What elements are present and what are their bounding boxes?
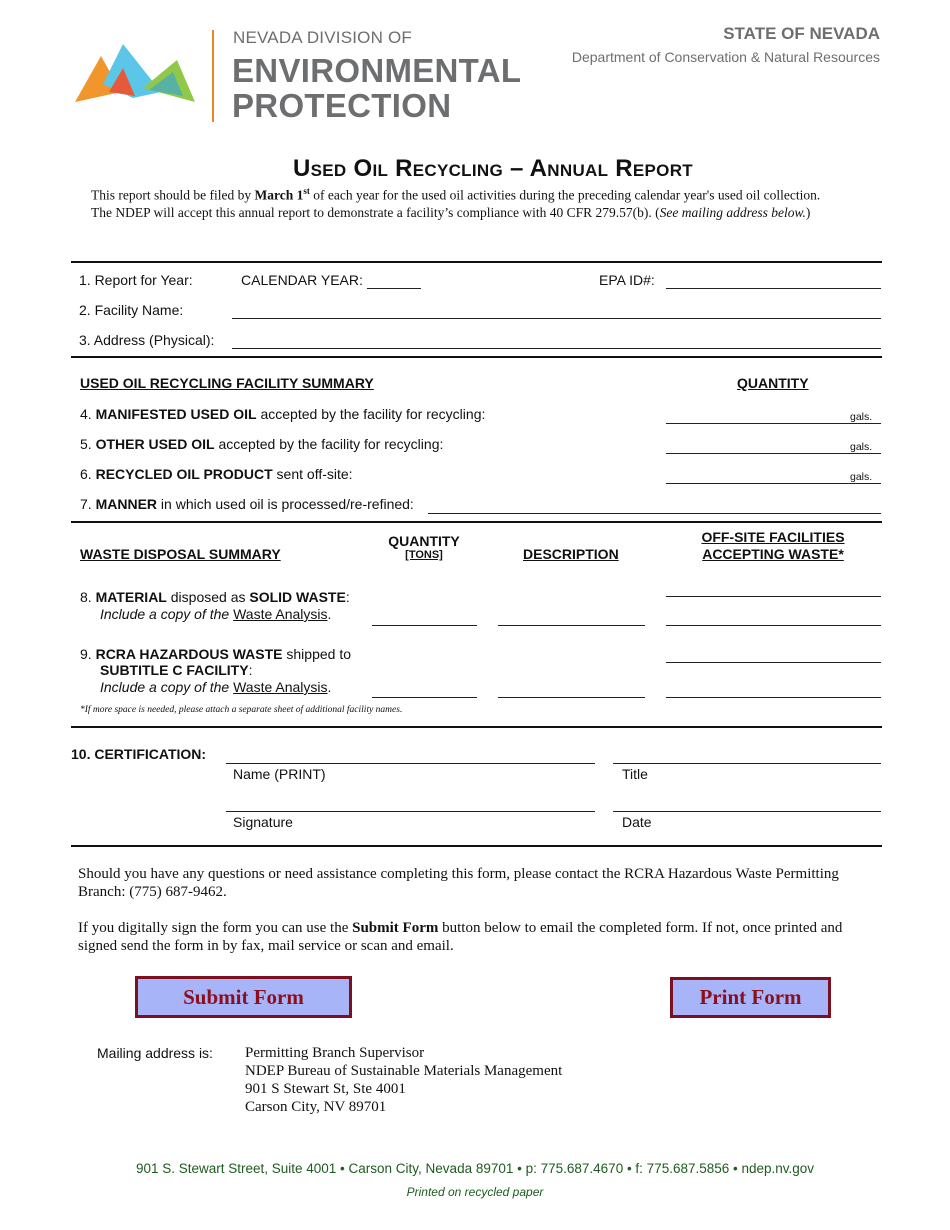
manifested-used-oil-field[interactable]	[666, 423, 881, 424]
epa-id-field[interactable]	[666, 288, 881, 289]
name-print-label: Name (PRINT)	[233, 766, 326, 782]
item-4-label: 4. MANIFESTED USED OIL accepted by the facility for recycling:	[80, 406, 486, 422]
item-9-description-field[interactable]	[498, 697, 645, 698]
waste-disposal-heading: WASTE DISPOSAL SUMMARY	[80, 546, 281, 562]
title-field[interactable]	[613, 763, 881, 764]
logo-divider	[212, 30, 214, 122]
item-9-include-note: Include a copy of the Waste Analysis.	[100, 679, 332, 695]
section-divider	[71, 521, 882, 523]
division-line3: PROTECTION	[232, 87, 452, 124]
submit-form-button[interactable]: Submit Form	[135, 976, 352, 1018]
item-5-label: 5. OTHER USED OIL accepted by the facility for recycling:	[80, 436, 444, 452]
calendar-year-field[interactable]	[367, 288, 421, 289]
offsite-facilities-heading: OFF-SITE FACILITIES ACCEPTING WASTE*	[701, 529, 845, 562]
date-label: Date	[622, 814, 652, 830]
unit-gals: gals.	[850, 471, 873, 483]
item-8-quantity-field[interactable]	[372, 625, 477, 626]
print-form-button[interactable]: Print Form	[670, 977, 831, 1018]
submit-instructions-paragraph: If you digitally sign the form you can use the Submit Form button below to email the completed form. If not, once printed and signed send the form in by fax, mail service or scan and email.	[78, 920, 843, 954]
item-7-label: 7. MANNER in which used oil is processed/re-refined:	[80, 496, 414, 512]
item-8-offsite-field-1[interactable]	[666, 596, 881, 597]
section-divider	[71, 356, 882, 358]
calendar-year-label: CALENDAR YEAR:	[241, 272, 363, 288]
contact-paragraph: Should you have any questions or need assistance completing this form, please contact the RCRA Hazardous Waste Permitting Branch: (775) 687-9462.	[78, 866, 839, 900]
section-divider	[71, 845, 882, 847]
section-divider	[71, 726, 882, 728]
state-name: STATE OF NEVADA	[723, 24, 880, 43]
item-9-quantity-field[interactable]	[372, 697, 477, 698]
item-9-offsite-field-1[interactable]	[666, 662, 881, 663]
waste-quantity-heading: QUANTITY [TONS]	[388, 533, 460, 561]
signature-label: Signature	[233, 814, 293, 830]
item-6-label: 6. RECYCLED OIL PRODUCT sent off-site:	[80, 466, 353, 482]
recycled-oil-product-field[interactable]	[666, 483, 881, 484]
department-name: Department of Conservation & Natural Resources	[571, 49, 880, 65]
item-9-label-line2: SUBTITLE C FACILITY:	[100, 662, 253, 678]
description-heading: DESCRIPTION	[523, 546, 619, 562]
address-field[interactable]	[232, 348, 881, 349]
section-divider	[71, 261, 882, 263]
manner-field[interactable]	[428, 513, 881, 514]
other-used-oil-field[interactable]	[666, 453, 881, 454]
division-line2: ENVIRONMENTAL	[232, 52, 522, 89]
quantity-heading: QUANTITY	[737, 375, 809, 391]
report-year-label: 1. Report for Year:	[79, 272, 193, 288]
mailing-address-label: Mailing address is:	[97, 1045, 213, 1061]
recycled-paper-note: Printed on recycled paper	[406, 1185, 544, 1199]
item-8-label: 8. MATERIAL disposed as SOLID WASTE:	[80, 589, 350, 605]
intro-line2: The NDEP will accept this annual report to demonstrate a facility’s compliance with 40 CFR 279.57(b). (See mailing address below.)	[91, 205, 811, 220]
unit-gals: gals.	[850, 411, 873, 423]
division-line1: NEVADA DIVISION OF	[233, 28, 412, 47]
facility-name-field[interactable]	[232, 318, 881, 319]
certification-label: 10. CERTIFICATION:	[71, 746, 207, 762]
item-9-offsite-field-2[interactable]	[666, 697, 881, 698]
used-oil-summary-heading: USED OIL RECYCLING FACILITY SUMMARY	[80, 375, 374, 391]
footer-address: 901 S. Stewart Street, Suite 4001 • Carson City, Nevada 89701 • p: 775.687.4670 • f: 775.687.5856 • ndep.nv.gov	[135, 1161, 815, 1176]
additional-space-footnote: *If more space is needed, please attach a separate sheet of additional facility names.	[80, 705, 403, 715]
item-9-label: 9. RCRA HAZARDOUS WASTE shipped to	[80, 646, 351, 662]
unit-gals: gals.	[850, 441, 873, 453]
item-8-include-note: Include a copy of the Waste Analysis.	[100, 606, 332, 622]
page-title: Used Oil Recycling – Annual Report	[293, 155, 693, 182]
intro-line1: This report should be filed by March 1st of each year for the used oil activities during the preceding calendar year's used oil collection.	[91, 186, 821, 203]
name-print-field[interactable]	[226, 763, 595, 764]
facility-name-label: 2. Facility Name:	[79, 302, 184, 318]
ndep-mountains-logo	[73, 42, 198, 106]
date-field[interactable]	[613, 811, 881, 812]
address-label: 3. Address (Physical):	[79, 332, 215, 348]
title-label: Title	[622, 766, 648, 782]
item-8-description-field[interactable]	[498, 625, 645, 626]
epa-id-label: EPA ID#:	[599, 272, 655, 288]
item-8-offsite-field-2[interactable]	[666, 625, 881, 626]
mailing-address: Permitting Branch Supervisor NDEP Bureau of Sustainable Materials Management 901 S Stewart St, Ste 4001 Carson City, NV 89701	[245, 1045, 563, 1115]
signature-field[interactable]	[226, 811, 595, 812]
